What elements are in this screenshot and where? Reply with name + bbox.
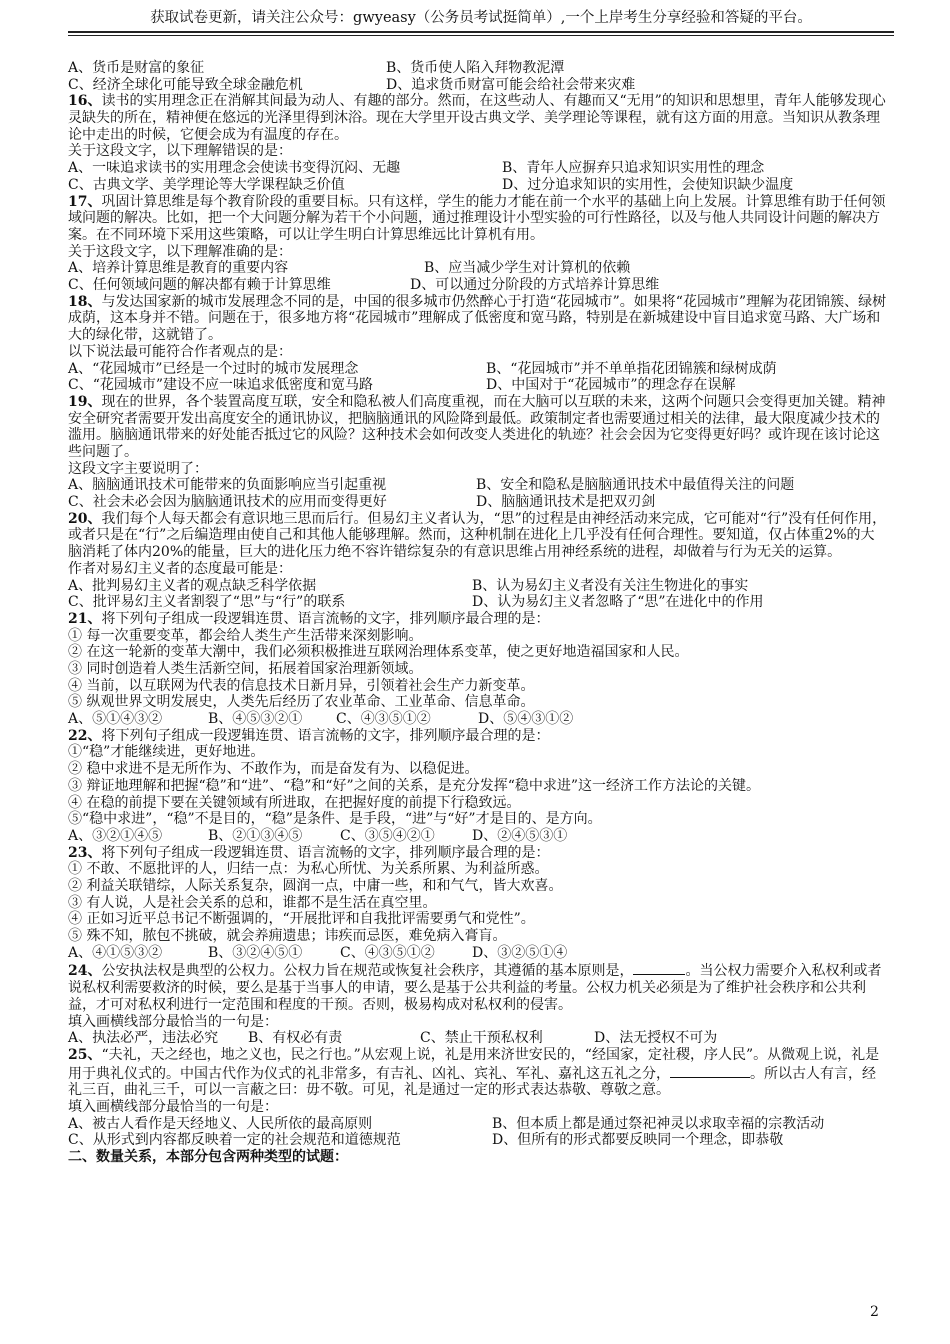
question-21 bbox=[68, 611, 888, 628]
question-prompt: 关于这段文字，以下理解错误的是： bbox=[68, 143, 292, 160]
option: B、“花园城市”并不单单指花团锦簇和绿树成荫 bbox=[486, 360, 777, 377]
option: C、任何领域问题的解决都有赖于计算思维 bbox=[68, 277, 331, 294]
passage-part: 。所以古人有言，经礼三百，曲礼三千，可以一言蔽之曰：毋不敬。可见，礼是通过一定的形式表达恭敬、尊敬之意。 bbox=[68, 1065, 876, 1099]
sentence-item: ② 在这一轮新的变革大潮中，我们必须积极推进互联网治理体系变革，使之更好地造福国家和人民。 bbox=[68, 644, 689, 661]
option: D、追求货币财富可能会给社会带来灾难 bbox=[386, 76, 636, 93]
sentence-item: ③ 同时创造着人类生活新空间，拓展着国家治理新领域。 bbox=[68, 661, 423, 677]
sentence-item: ⑤“稳中求进”，“稳”不是目的，“稳”是条件、是手段，“进”与“好”才是目的、是方向。 bbox=[68, 811, 602, 828]
header-rule-thick bbox=[68, 31, 894, 33]
option-row bbox=[68, 945, 888, 962]
option-row bbox=[68, 260, 888, 277]
option: A、“花园城市”已经是一个过时的城市发展理念 bbox=[68, 360, 359, 377]
question-22 bbox=[68, 728, 888, 745]
question-24 bbox=[68, 961, 888, 1013]
option-row bbox=[68, 594, 888, 611]
option: A、④①⑤③② bbox=[68, 944, 163, 961]
option-row bbox=[68, 828, 888, 845]
question-prompt: 关于这段文字，以下理解准确的是： bbox=[68, 243, 292, 260]
question-18 bbox=[68, 294, 888, 344]
option: C、经济全球化可能导致全球金融危机 bbox=[68, 76, 303, 93]
option: A、货币是财富的象征 bbox=[68, 60, 205, 76]
sentence-item: ③ 辩证地理解和把握“稳”和“进”、“稳”和“好”之间的关系，是充分发挥“稳中求进”这一经济工作方法论的关键。 bbox=[68, 777, 761, 794]
option: A、⑤①④③② bbox=[68, 711, 163, 728]
option: C、批评易幻主义者割裂了“思”与“行”的联系 bbox=[68, 594, 346, 611]
question-number: 21、 bbox=[68, 610, 102, 627]
option: A、脑脑通讯技术可能带来的负面影响应当引起重视 bbox=[68, 477, 387, 494]
option: A、被古人看作是天经地义、人民所依的最高原则 bbox=[68, 1115, 373, 1132]
question-number: 19、 bbox=[68, 393, 102, 410]
question-prompt: 填入画横线部分最恰当的一句是： bbox=[68, 1098, 278, 1115]
option-row bbox=[68, 1030, 888, 1047]
page-header: 获取试卷更新，请关注公众号：gwyeasy（公务员考试挺简单）,一个上岸考生分享经验和答疑的平台。 bbox=[150, 10, 812, 26]
option: C、④③⑤①② bbox=[340, 944, 435, 961]
option: B、③②④⑤① bbox=[208, 944, 303, 961]
passage-part: 公安执法权是典型的公权力。公权力旨在规范或恢复社会秩序，其遵循的基本原则是， bbox=[101, 963, 634, 980]
option: B、青年人应摒弃只追求知识实用性的理念 bbox=[502, 160, 765, 177]
passage-part: 。当公权力需要介入私权利或者说私权利需要救济的时候，要么是基于当事人的申请，要么是基于公共利益的考量。公权力机关必须是为了维护社会秩序和公共利益，才可对私权利进行一定范围和程度的干预。否则，极易构成对私权利的侵害。 bbox=[68, 963, 882, 1013]
option: D、脑脑通讯技术是把双刃剑 bbox=[476, 494, 656, 511]
option-row bbox=[68, 60, 888, 77]
option: D、可以通过分阶段的方式培养计算思维 bbox=[410, 277, 660, 294]
option: A、③②①④⑤ bbox=[68, 827, 163, 844]
question-20 bbox=[68, 511, 888, 561]
question-23 bbox=[68, 845, 888, 862]
option: B、但本质上都是通过祭祀神灵以求取幸福的宗教活动 bbox=[492, 1115, 825, 1132]
option: B、安全和隐私是脑脑通讯技术中最值得关注的问题 bbox=[476, 477, 795, 494]
option: C、社会未必会因为脑脑通讯技术的应用而变得更好 bbox=[68, 494, 387, 511]
page-content bbox=[68, 60, 888, 1166]
option: B、④⑤③②① bbox=[208, 711, 303, 728]
option-row bbox=[68, 1116, 888, 1133]
question-number: 22、 bbox=[68, 727, 102, 744]
page-number: 2 bbox=[870, 1304, 879, 1320]
option: D、⑤④③①② bbox=[478, 711, 574, 728]
sentence-item: ④ 在稳的前提下要在关键领域有所进取，在把握好度的前提下行稳致远。 bbox=[68, 794, 521, 811]
sentence-item: ① 每一次重要变革，都会给人类生产生活带来深刻影响。 bbox=[68, 627, 423, 644]
option: D、中国对于“花园城市”的理念存在误解 bbox=[486, 377, 736, 394]
fill-blank bbox=[670, 1064, 750, 1078]
option: C、古典文学、美学理论等大学课程缺乏价值 bbox=[68, 176, 345, 193]
option-row bbox=[68, 177, 888, 194]
header-rule-thin bbox=[68, 35, 894, 36]
sentence-item: ③ 有人说，人是社会关系的总和，谁都不是生活在真空里。 bbox=[68, 894, 437, 911]
option: D、但所有的形式都要反映同一个理念，即恭敬 bbox=[492, 1132, 784, 1149]
question-prompt: 填入画横线部分最恰当的一句是： bbox=[68, 1013, 278, 1030]
option: B、认为易幻主义者没有关注生物进化的事实 bbox=[472, 577, 749, 594]
option: B、②①③④⑤ bbox=[208, 827, 303, 844]
option: A、执法必严，违法必究 bbox=[68, 1030, 219, 1047]
sentence-item: ④ 当前，以互联网为代表的信息技术日新月异，引领着社会生产力新变革。 bbox=[68, 677, 535, 694]
question-prompt: 将下列句子组成一段逻辑连贯、语言流畅的文字，排列顺序最合理的是： bbox=[101, 844, 550, 861]
option: A、培养计算思维是教育的重要内容 bbox=[68, 260, 289, 277]
option-row bbox=[68, 1132, 888, 1149]
option: B、有权必有责 bbox=[248, 1030, 343, 1047]
sentence-item: ⑤ 殊不知，脓包不挑破，就会养痈遗患；讳疾而忌医，难免病入膏肓。 bbox=[68, 928, 507, 945]
question-number: 16、 bbox=[68, 93, 102, 110]
option-row bbox=[68, 277, 888, 294]
question-number: 25、 bbox=[68, 1046, 102, 1063]
passage-part: “夫礼，天之经也，地之义也，民之行也。”从宏观上说，礼是用来济世安民的，“经国家，定社稷，序人民”。从微观上说，礼是用于典礼仪式的。中国古代作为仪式的礼非常多，有吉礼、凶礼、宾礼、军礼、嘉礼这五礼之分， bbox=[68, 1046, 880, 1082]
option: D、②④⑤③① bbox=[472, 827, 568, 844]
sentence-item: ①“稳”才能继续进，更好地进。 bbox=[68, 744, 265, 761]
sentence-item: ④ 正如习近平总书记不断强调的，“开展批评和自我批评需要勇气和党性”。 bbox=[68, 911, 535, 928]
option: D、认为易幻主义者忽略了“思”在进化中的作用 bbox=[472, 594, 764, 611]
option-row bbox=[68, 578, 888, 595]
passage: 巩固计算思维是每个教育阶段的重要目标。只有这样，学生的能力才能在前一个水平的基础上向上发展。计算思维有助于任何领域问题的解决。比如，把一个大问题分解为若干个小问题，通过推理设计小型实验的可行性路径，以及与他人共同设计问题的解决方案。在不同环境下采用这些策略，可以让学生明白计算思维远比计算机有用。 bbox=[68, 193, 886, 243]
option: A、一味追求读书的实用理念会使读书变得沉闷、无趣 bbox=[68, 160, 401, 177]
option: B、货币使人陷入拜物教泥潭 bbox=[386, 60, 565, 76]
question-number: 24、 bbox=[68, 963, 102, 980]
question-prompt: 以下说法最可能符合作者观点的是： bbox=[68, 343, 292, 360]
option: B、应当减少学生对计算机的依赖 bbox=[424, 260, 631, 277]
sentence-item: ② 稳中求进不是无所作为、不敢作为，而是奋发有为、以稳促进。 bbox=[68, 761, 479, 778]
question-prompt: 这段文字主要说明了： bbox=[68, 460, 208, 477]
option: C、从形式到内容都反映着一定的社会规范和道德规范 bbox=[68, 1132, 401, 1149]
sentence-item: ① 不敢、不愿批评的人，归结一点：为私心所忧、为关系所累、为利益所惑。 bbox=[68, 861, 549, 878]
option-row bbox=[68, 160, 888, 177]
option: C、④③⑤①② bbox=[336, 711, 431, 728]
option: A、批判易幻主义者的观点缺乏科学依据 bbox=[68, 577, 317, 594]
question-16 bbox=[68, 93, 888, 143]
option-row bbox=[68, 377, 888, 394]
option: D、法无授权不可为 bbox=[594, 1030, 718, 1047]
sentence-item: ⑤ 纵观世界文明发展史，人类先后经历了农业革命、工业革命、信息革命。 bbox=[68, 694, 535, 711]
option-row bbox=[68, 494, 888, 511]
question-17 bbox=[68, 194, 888, 244]
option-row bbox=[68, 361, 888, 378]
question-number: 23、 bbox=[68, 844, 102, 861]
question-19 bbox=[68, 394, 888, 461]
question-prompt: 将下列句子组成一段逻辑连贯、语言流畅的文字，排列顺序最合理的是： bbox=[101, 727, 550, 744]
passage: 现在的世界，各个装置高度互联，安全和隐私被人们高度重视，而在大脑可以互联的未来，这两个问题只会变得更加关键。精神安全研究者需要开发出高度安全的通讯协议，把脑脑通讯的风险降到最低。政策制定者也需要通过相关的法律，最大限度减少技术的滥用。脑脑通讯带来的好处能否抵过它的风险？这种技术会如何改变人类进化的轨迹？社会会因为它变得更好吗？或许现在该讨论这些问题了。 bbox=[68, 393, 886, 460]
passage: 我们每个人每天都会有意识地三思而后行。但易幻主义者认为，“思”的过程是由神经活动来完成，它可能对“行”没有任何作用，或者只是在“行”之后编造理由使自己和其他人能够理解。然而，这种机制在进化上几乎没有任何合理性。要知道，仅占体重2%的大脑消耗了体内20%的能量，巨大的进化压力绝不容许错综复杂的有意识思维占用神经系统的进程，却做着与行为无关的运算。 bbox=[68, 510, 887, 561]
section-heading: 二、数量关系，本部分包含两种类型的试题： bbox=[68, 1149, 348, 1166]
question-number: 18、 bbox=[68, 293, 102, 310]
passage: 读书的实用理念正在消解其间最为动人、有趣的部分。然而，在这些动人、有趣而又“无用”的知识和思想里，青年人能够发现心灵缺失的所在，精神便在悠远的光泽里得到沐浴。现在大学里开设古典文学、美学理论等课程，就有这方面的用意。当知识从教条理论中走出的时候，它便会成为有温度的存在。 bbox=[68, 93, 886, 143]
option: C、③⑤④②① bbox=[340, 827, 435, 844]
option: D、过分追求知识的实用性，会使知识缺少温度 bbox=[502, 176, 794, 193]
option-row bbox=[68, 711, 888, 728]
question-number: 20、 bbox=[68, 510, 102, 527]
question-25 bbox=[68, 1047, 888, 1099]
question-number: 17、 bbox=[68, 193, 102, 210]
question-prompt: 作者对易幻主义者的态度最可能是： bbox=[68, 560, 292, 577]
option-row bbox=[68, 77, 888, 94]
question-prompt: 将下列句子组成一段逻辑连贯、语言流畅的文字，排列顺序最合理的是： bbox=[101, 610, 550, 627]
sentence-item: ② 利益关联错综，人际关系复杂，圆润一点，中庸一些，和和气气，皆大欢喜。 bbox=[68, 877, 563, 894]
fill-blank bbox=[633, 961, 685, 975]
option-row bbox=[68, 477, 888, 494]
option: D、③②⑤①④ bbox=[472, 944, 568, 961]
option: C、“花园城市”建设不应一味追求低密度和宽马路 bbox=[68, 377, 374, 394]
option: C、禁止干预私权利 bbox=[420, 1030, 543, 1047]
passage: 与发达国家新的城市发展理念不同的是，中国的很多城市仍然醉心于打造“花园城市”。如果将“花园城市”理解为花团锦簇、绿树成荫，这本身并不错。问题在于，很多地方将“花园城市”理解成了低密度和宽马路，特别是在新城建设中盲目追求宽马路、大广场和大的绿化带，这就错了。 bbox=[68, 293, 887, 344]
